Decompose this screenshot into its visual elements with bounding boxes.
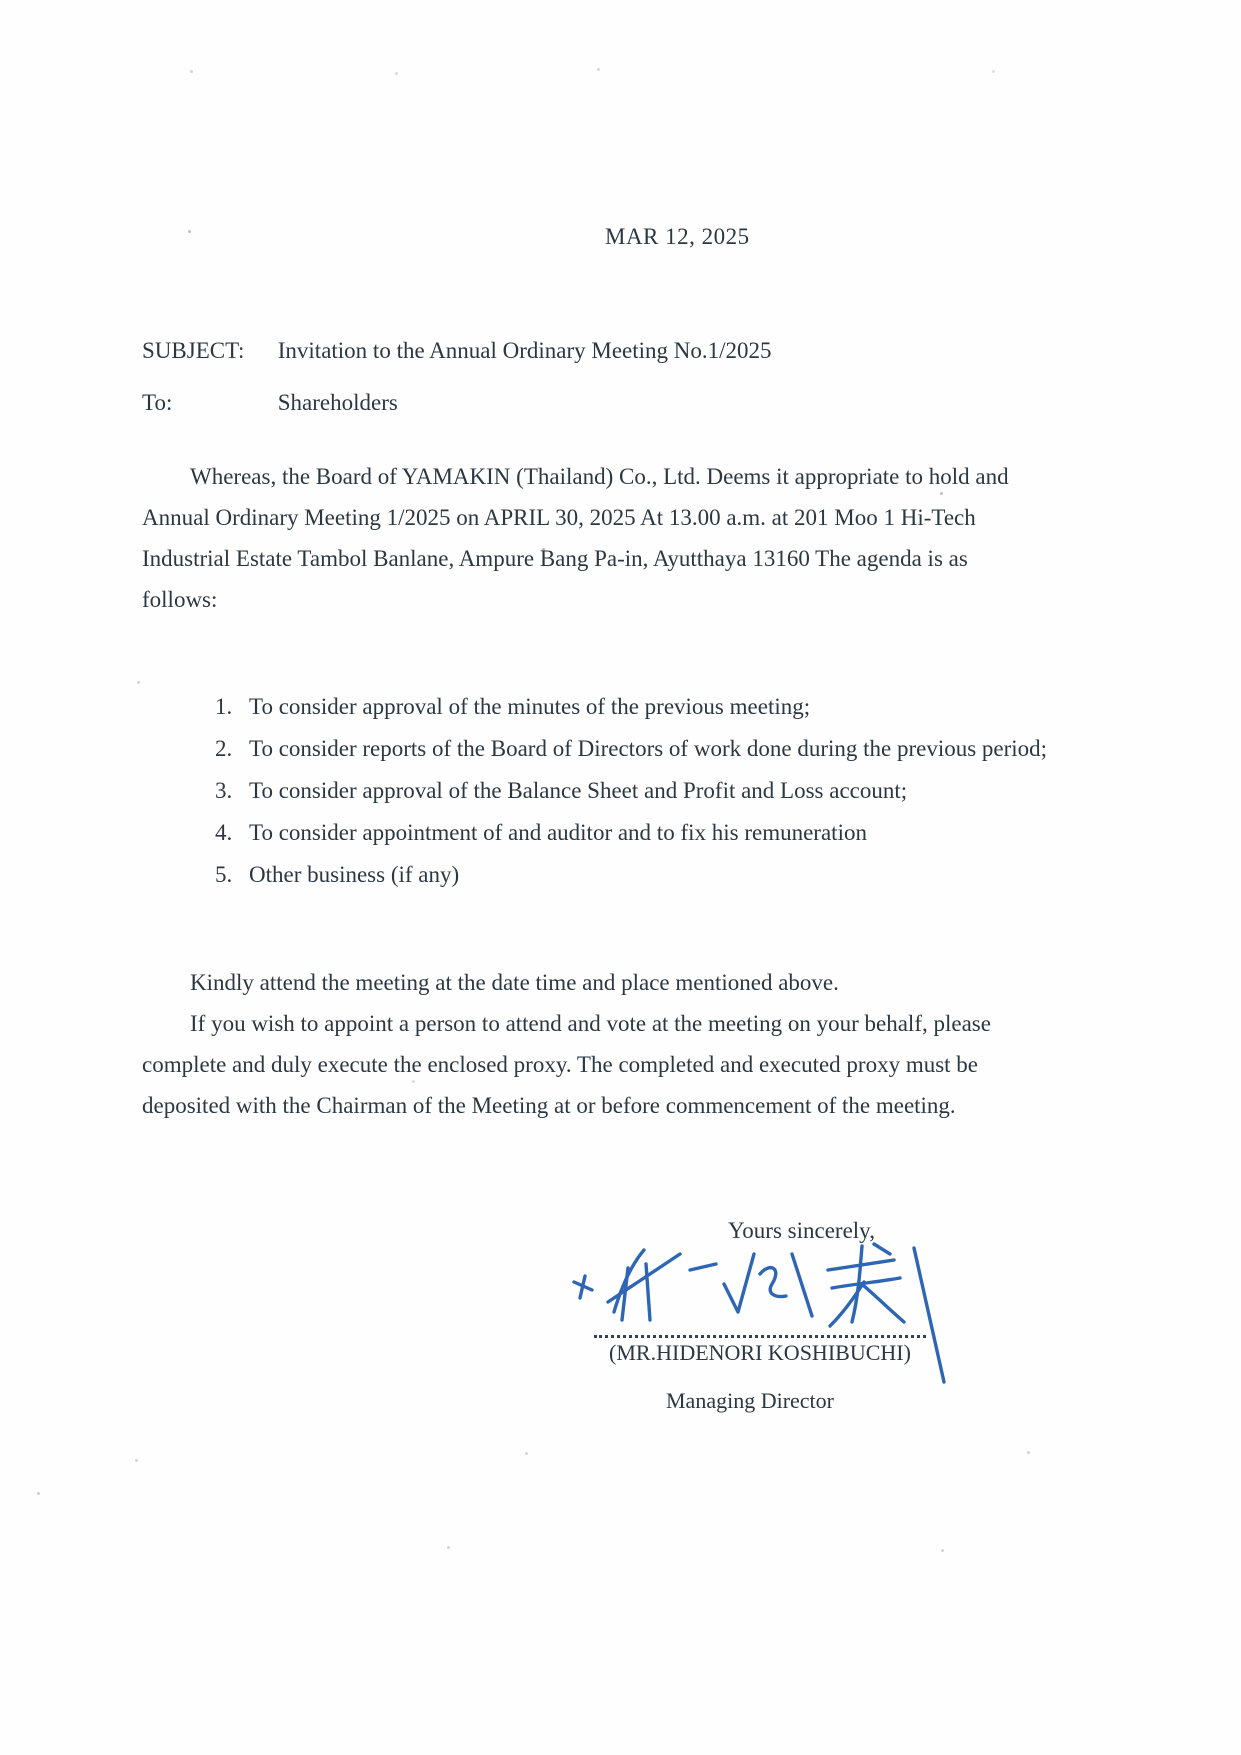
recipient-value: Shareholders: [277, 390, 398, 415]
agenda-item-text: To consider approval of the minutes of the previous meeting;: [249, 694, 811, 719]
signer-name: (MR.HIDENORI KOSHIBUCHI): [609, 1340, 911, 1365]
agenda-item-number: 1.: [215, 694, 233, 719]
sincerely-line: Yours sincerely,: [728, 1218, 875, 1243]
closing-line: If you wish to appoint a person to attend and vote at the meeting on your behalf, please: [190, 1011, 991, 1036]
dotted-signature-line: [594, 1305, 926, 1338]
closing-line: complete and duly execute the enclosed proxy. The completed and executed proxy must be: [142, 1052, 979, 1077]
subject-label: SUBJECT:: [142, 338, 245, 363]
intro-line: Industrial Estate Tambol Banlane, Ampure Bang Pa-in, Ayutthaya 13160 The agenda is as: [142, 546, 968, 571]
intro-line: Annual Ordinary Meeting 1/2025 on APRIL 30, 2025 At 13.00 a.m. at 201 Moo 1 Hi-Tech: [142, 505, 976, 530]
agenda-item-number: 5.: [215, 862, 233, 887]
agenda-item-text: To consider appointment of and auditor and to fix his remuneration: [249, 820, 867, 845]
agenda-item-number: 3.: [215, 778, 233, 803]
scan-noise-specks: [0, 0, 3, 3]
agenda-item-number: 4.: [215, 820, 233, 845]
agenda-item-text: To consider approval of the Balance Sheet and Profit and Loss account;: [249, 778, 908, 803]
recipient-label: To:: [142, 390, 173, 415]
closing-line: deposited with the Chairman of the Meeting at or before commencement of the meeting.: [142, 1093, 956, 1118]
closing-paragraph: [142, 1003, 991, 1126]
agenda-item: [215, 854, 1047, 896]
subject-row: [142, 338, 772, 364]
intro-line: follows:: [142, 587, 218, 612]
agenda-item: [215, 812, 1047, 854]
agenda-item: [215, 728, 1047, 770]
letter-date: MAR 12, 2025: [605, 224, 750, 249]
agenda-item-text: To consider reports of the Board of Directors of work done during the previous period;: [249, 736, 1048, 761]
signer-title: Managing Director: [666, 1388, 834, 1413]
agenda-item-text: Other business (if any): [249, 862, 460, 887]
intro-line: Whereas, the Board of YAMAKIN (Thailand) Co., Ltd. Deems it appropriate to hold and: [190, 464, 1009, 489]
intro-paragraph: [142, 456, 1009, 620]
agenda-list: [215, 686, 1047, 896]
agenda-item-number: 2.: [215, 736, 233, 761]
closing-line-kindly: Kindly attend the meeting at the date time and place mentioned above.: [190, 970, 839, 995]
agenda-item: [215, 686, 1047, 728]
subject-value: Invitation to the Annual Ordinary Meeting No.1/2025: [277, 338, 772, 363]
recipient-row: [142, 390, 398, 416]
agenda-item: [215, 770, 1047, 812]
